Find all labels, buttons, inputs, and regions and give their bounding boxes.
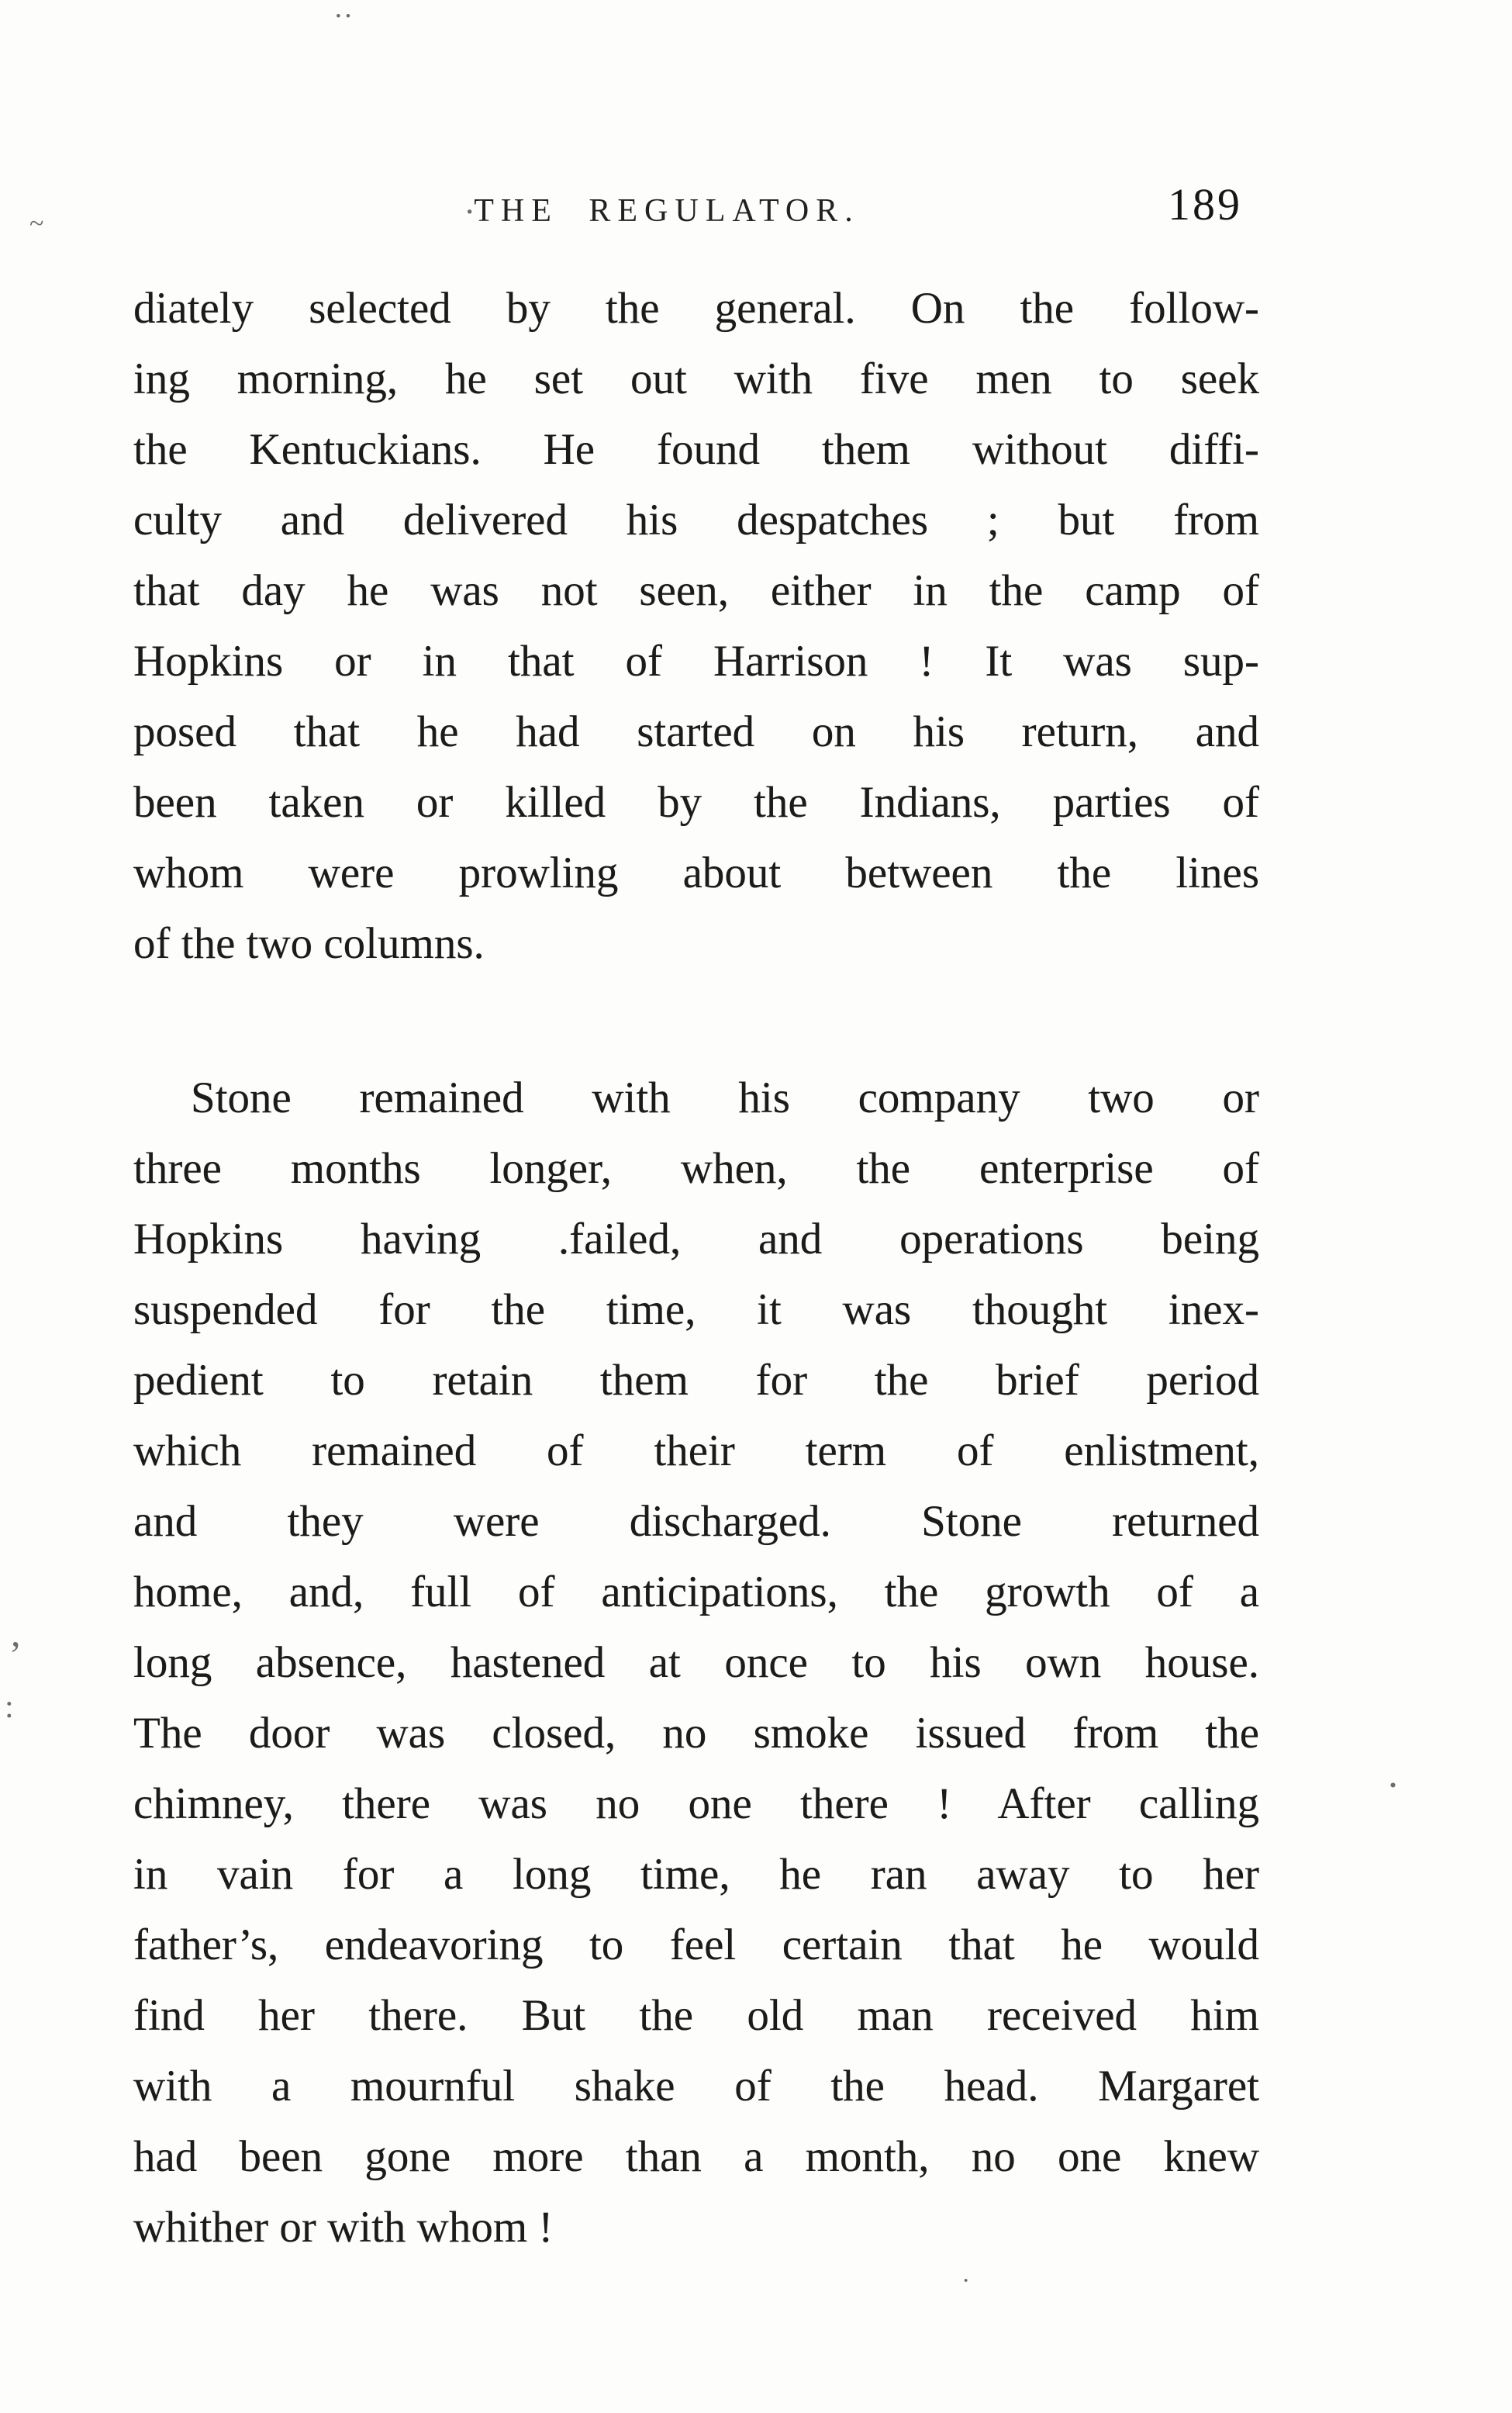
text-line: father’s, endeavoring to feel certain that he would [133, 1920, 1259, 1969]
text-line: Hopkins having .failed, and operations being [133, 1215, 1259, 1264]
text-line: in vain for a long time, he ran away to her [133, 1850, 1259, 1899]
scan-artifact: , [11, 1611, 21, 1654]
text-line: ing morning, he set out with five men to seek [133, 354, 1259, 403]
paragraph [133, 273, 1259, 979]
text-line: culty and delivered his despatches ; but from [133, 496, 1259, 544]
running-title: THE REGULATOR. [474, 193, 860, 229]
paragraph [133, 1063, 1259, 2263]
text-line: posed that he had started on his return, and [133, 707, 1259, 756]
text-line: three months longer, when, the enterprise of [133, 1144, 1259, 1193]
text-line: home, and, full of anticipations, the growth of a [133, 1568, 1259, 1616]
text-line: pedient to retain them for the brief period [133, 1356, 1259, 1405]
text-body [133, 273, 1259, 2263]
text-line: which remained of their term of enlistment, [133, 1426, 1259, 1475]
text-line: with a mournful shake of the head. Margaret [133, 2062, 1259, 2111]
text-line: diately selected by the general. On the follow- [133, 284, 1259, 333]
text-line: had been gone more than a month, no one knew [133, 2132, 1259, 2181]
scan-artifact: ·· [333, 0, 354, 33]
scan-artifact: · [464, 192, 476, 231]
scan-artifact: : [5, 1689, 14, 1725]
text-line: The door was closed, no smoke issued from the [133, 1709, 1259, 1758]
text-line: and they were discharged. Stone returned [133, 1497, 1259, 1546]
text-line: the Kentuckians. He found them without diffi- [133, 425, 1259, 474]
text-line: of the two columns. [133, 919, 485, 968]
text-line: whom were prowling about between the lines [133, 849, 1259, 897]
text-line: find her there. But the old man received him [133, 1991, 1259, 2040]
scan-artifact: . [1388, 1752, 1398, 1796]
text-line: whither or with whom ! [133, 2203, 554, 2252]
scan-artifact: · [961, 2266, 971, 2295]
scan-artifact: ~ [29, 209, 44, 238]
text-line: been taken or killed by the Indians, parties of [133, 778, 1259, 827]
page-number: 189 [1168, 179, 1242, 230]
text-line: that day he was not seen, either in the camp of [133, 566, 1259, 615]
text-line: Stone remained with his company two or [191, 1073, 1259, 1122]
text-line: chimney, there was no one there ! After calling [133, 1779, 1259, 1828]
page-header [133, 178, 1258, 240]
text-line: suspended for the time, it was thought inex- [133, 1285, 1259, 1334]
text-line: long absence, hastened at once to his own house. [133, 1638, 1259, 1687]
text-line: Hopkins or in that of Harrison ! It was sup- [133, 637, 1259, 686]
